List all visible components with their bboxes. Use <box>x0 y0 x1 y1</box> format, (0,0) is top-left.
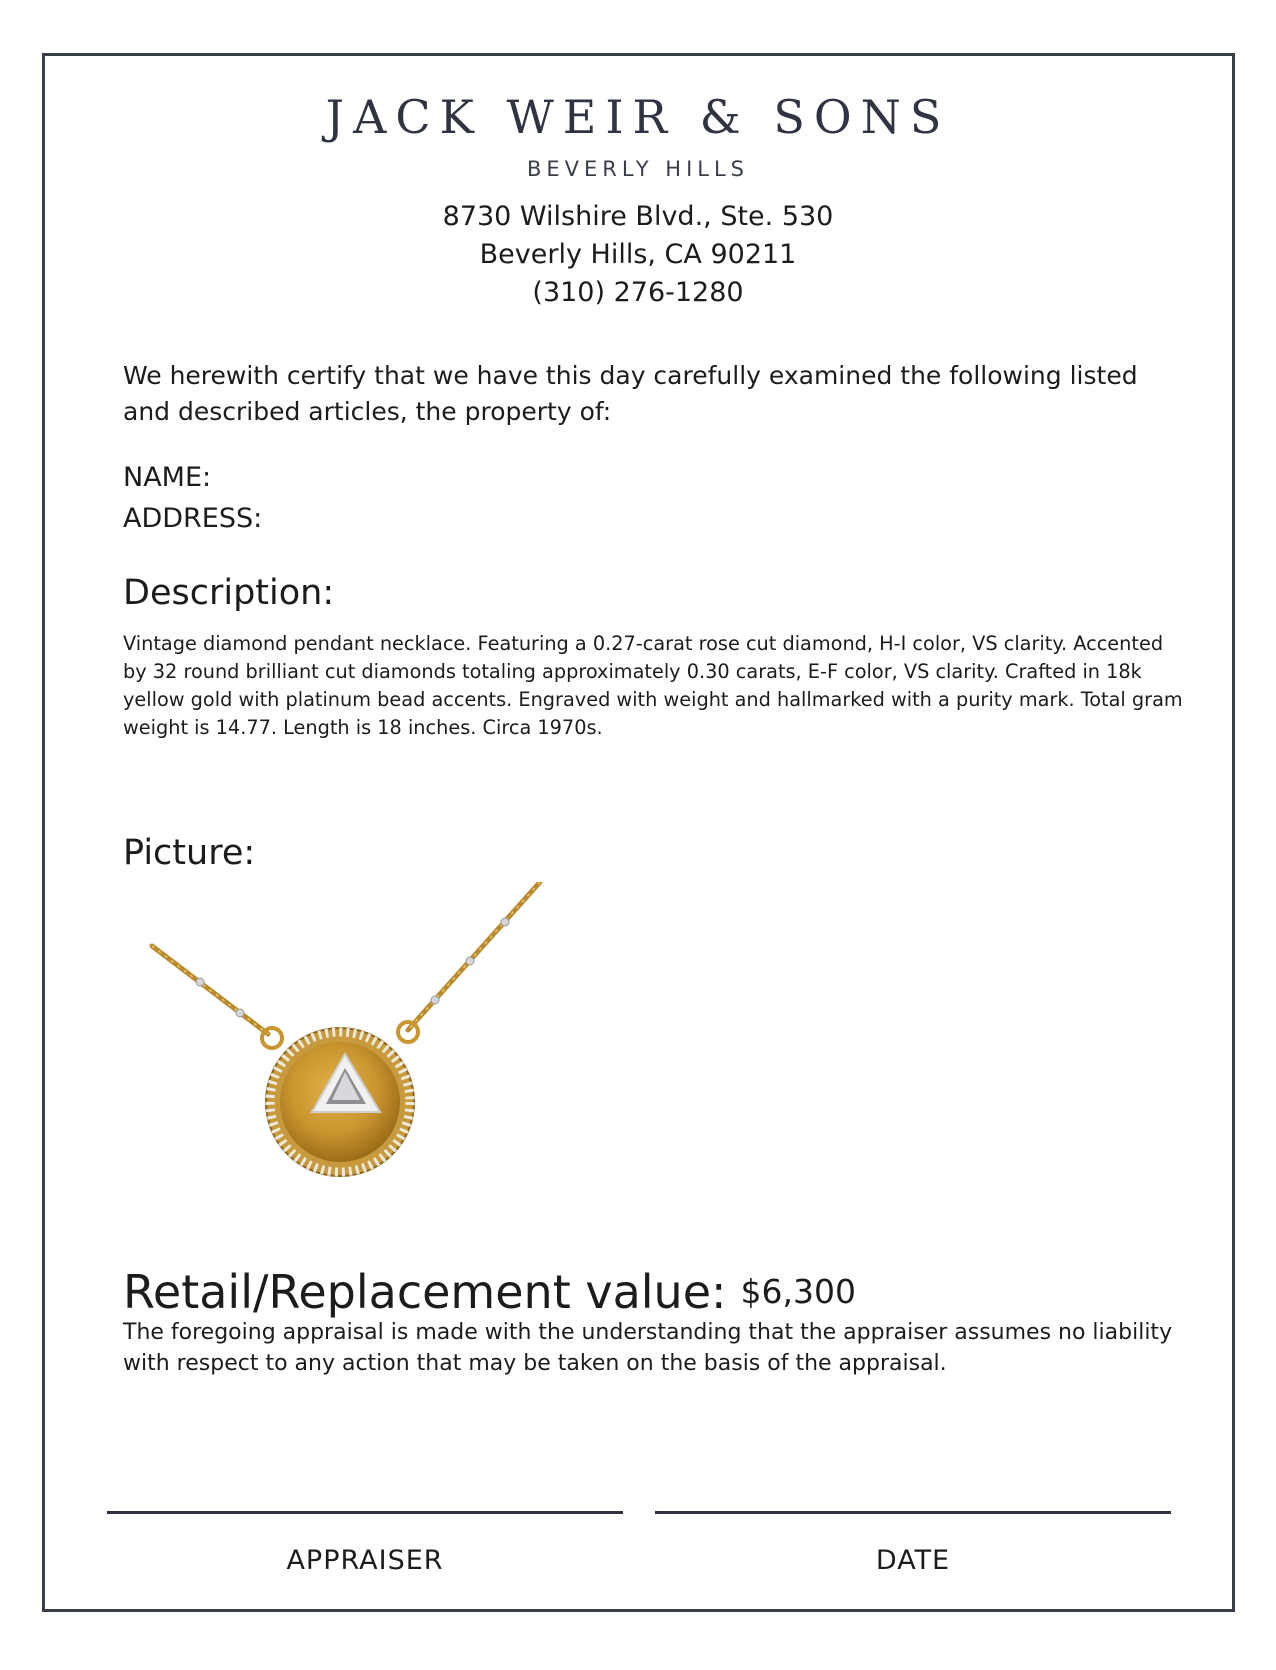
address-line-2: Beverly Hills, CA 90211 <box>479 239 797 270</box>
brand-subtitle: BEVERLY HILLS <box>526 157 750 181</box>
date-signature-line <box>655 1511 1171 1514</box>
necklace-pendant-image <box>140 882 550 1192</box>
name-label: NAME: <box>123 462 212 493</box>
certification-statement: We herewith certify that we have this day carefully examined the following listed and described articles, the property of: <box>123 361 1138 426</box>
date-label: DATE <box>875 1545 951 1576</box>
valuation-row <box>123 1265 856 1319</box>
appraiser-signature-line <box>107 1511 623 1514</box>
appraiser-label: APPRAISER <box>286 1545 444 1576</box>
address-label: ADDRESS: <box>123 503 263 534</box>
disclaimer-text: The foregoing appraisal is made with the understanding that the appraiser assumes no liability with respect to any action that may be taken on the basis of the appraisal. <box>123 1320 1173 1376</box>
description-heading: Description: <box>123 573 335 613</box>
brand-logo: JACK WEIR & SONS <box>325 90 951 144</box>
description-text: Vintage diamond pendant necklace. Featuring a 0.27-carat rose cut diamond, H-I color, VS clarity. Accented by 32 round brilliant cut diamonds totaling approximately 0.30 carats, E-F color, VS clarity. Crafted in 18k yellow gold with platinum bead accents. Engraved with weight and hallmarked with a purity mark. Total gram weight is 14.77. Length is 18 inches. Circa 1970s. <box>123 632 1183 739</box>
valuation-label: Retail/Replacement value: <box>123 1265 727 1319</box>
phone-number: (310) 276-1280 <box>532 277 744 308</box>
address-line-1: 8730 Wilshire Blvd., Ste. 530 <box>442 201 834 232</box>
picture-heading: Picture: <box>123 833 256 873</box>
necklace-pendant-icon <box>140 882 550 1192</box>
valuation-amount: $6,300 <box>740 1272 856 1311</box>
